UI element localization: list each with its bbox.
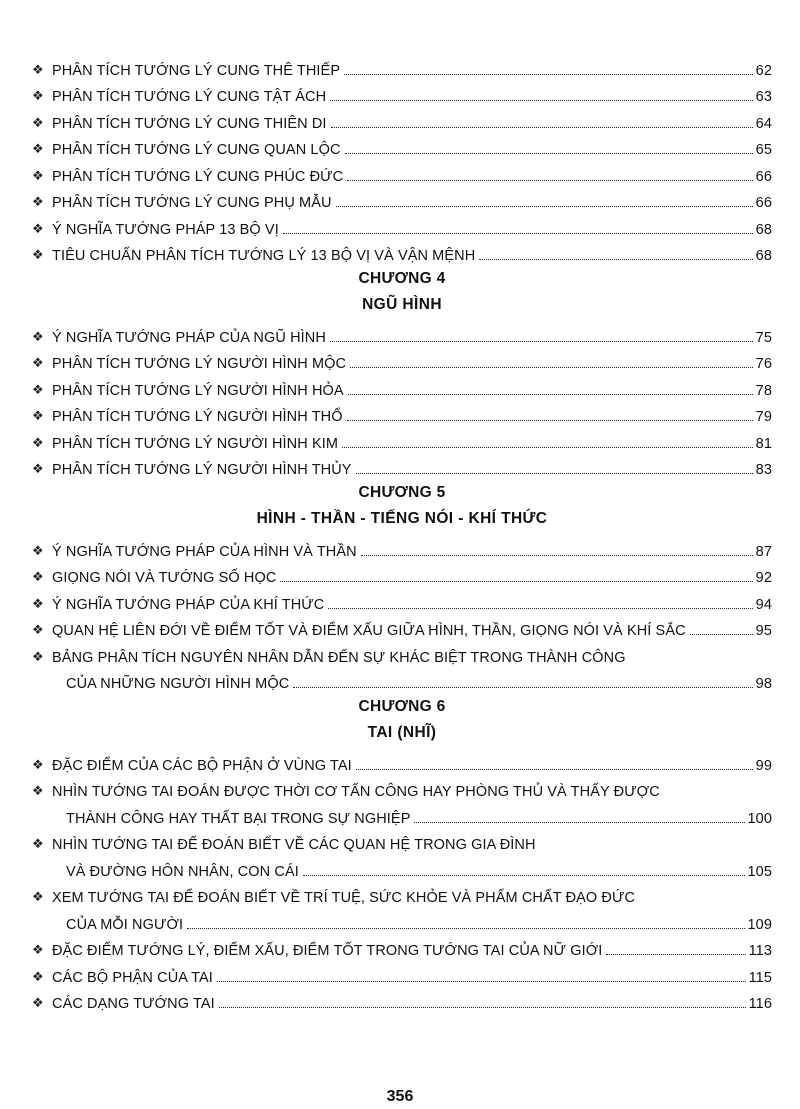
toc-entry-title-continued: CỦA NHỮNG NGƯỜI HÌNH MỘC xyxy=(66,676,290,692)
toc-entry-title: NHÌN TƯỚNG TAI ĐOÁN ĐƯỢC THỜI CƠ TẤN CÔNG HAY PHÒNG THỦ VÀ THẤY ĐƯỢC xyxy=(52,784,660,800)
toc-page-number: 68 xyxy=(755,248,772,264)
dot-leader xyxy=(347,420,753,421)
dot-leader xyxy=(293,687,752,688)
diamond-dots-bullet-icon: ❖ xyxy=(32,61,44,77)
dot-leader xyxy=(303,875,745,876)
chapter-title: HÌNH - THẦN - TIẾNG NÓI - KHÍ THỨC xyxy=(256,510,548,527)
chapter-heading: CHƯƠNG 4 xyxy=(358,270,446,287)
toc-page-number: 62 xyxy=(755,62,772,79)
toc-page-number: 76 xyxy=(755,356,772,372)
toc-entry-title: Ý NGHĨA TƯỚNG PHÁP CỦA NGŨ HÌNH xyxy=(52,329,326,346)
toc-page-number: 79 xyxy=(755,409,772,425)
toc-entry-title: PHÂN TÍCH TƯỚNG LÝ NGƯỜI HÌNH MỘC xyxy=(52,356,347,372)
toc-entry[interactable] xyxy=(32,880,772,907)
toc-entry-title-continued: VÀ ĐƯỜNG HÔN NHÂN, CON CÁI xyxy=(66,863,299,880)
toc-entry-title: ĐẶC ĐIỂM TƯỚNG LÝ, ĐIỂM XẤU, ĐIỂM TỐT TRONG TƯỚNG TAI CỦA NỮ GIỚI xyxy=(52,943,603,959)
dot-leader xyxy=(479,259,752,260)
toc-entry-title: TIÊU CHUẨN PHÂN TÍCH TƯỚNG LÝ 13 BỘ VỊ VÀ VẬN MỆNH xyxy=(52,248,476,264)
toc-entry[interactable] xyxy=(32,959,772,986)
diamond-dots-bullet-icon: ❖ xyxy=(32,889,44,904)
diamond-dots-bullet-icon: ❖ xyxy=(32,942,44,957)
toc-page-number: 66 xyxy=(755,195,772,211)
toc-entry[interactable] xyxy=(32,399,772,426)
toc-entry[interactable] xyxy=(32,158,772,185)
dot-leader xyxy=(328,608,752,609)
dot-leader xyxy=(350,367,753,368)
toc-entry[interactable] xyxy=(32,933,772,960)
toc-entry-title: PHÂN TÍCH TƯỚNG LÝ NGƯỜI HÌNH THỦY xyxy=(52,462,352,478)
toc-entry-title: XEM TƯỚNG TAI ĐỂ ĐOÁN BIẾT VỀ TRÍ TUỆ, SỨC KHỎE VÀ PHẨM CHẤT ĐẠO ĐỨC xyxy=(52,890,636,906)
dot-leader xyxy=(414,822,744,823)
toc-entry-title-continued: THÀNH CÔNG HAY THẤT BẠI TRONG SỰ NGHIỆP xyxy=(66,810,411,827)
toc-entry[interactable] xyxy=(32,613,772,640)
dot-leader xyxy=(330,100,752,101)
toc-entry-continuation[interactable] xyxy=(32,906,772,933)
toc-entry[interactable] xyxy=(32,586,772,613)
dot-leader xyxy=(345,153,753,154)
toc-entry[interactable] xyxy=(32,132,772,159)
toc-page-number: 115 xyxy=(748,969,772,986)
toc-page-number: 87 xyxy=(755,543,772,560)
diamond-dots-bullet-icon: ❖ xyxy=(32,595,44,611)
toc-entry-title-continued: CỦA MỖI NGƯỜI xyxy=(66,916,184,933)
diamond-dots-bullet-icon: ❖ xyxy=(32,995,44,1010)
toc-entry[interactable] xyxy=(32,52,772,79)
diamond-dots-bullet-icon: ❖ xyxy=(32,648,44,664)
toc-page-number: 78 xyxy=(755,382,772,399)
toc-entry-title: PHÂN TÍCH TƯỚNG LÝ CUNG QUAN LỘC xyxy=(52,142,341,158)
diamond-dots-bullet-icon: ❖ xyxy=(32,194,44,209)
page-number: 356 xyxy=(386,1088,414,1105)
table-of-contents xyxy=(32,52,772,1012)
toc-entry[interactable] xyxy=(32,986,772,1013)
toc-entry-title: PHÂN TÍCH TƯỚNG LÝ CUNG PHÚC ĐỨC xyxy=(52,168,344,185)
dot-leader xyxy=(187,928,744,929)
toc-page-number: 92 xyxy=(755,570,772,586)
dot-leader xyxy=(356,769,753,770)
toc-entry[interactable] xyxy=(32,346,772,373)
toc-entry-title: Ý NGHĨA TƯỚNG PHÁP CỦA HÌNH VÀ THẦN xyxy=(52,543,357,560)
toc-entry[interactable] xyxy=(32,560,772,587)
toc-entry[interactable] xyxy=(32,747,772,774)
toc-entry-title: Ý NGHĨA TƯỚNG PHÁP CỦA KHÍ THỨC xyxy=(52,596,325,613)
diamond-dots-bullet-icon: ❖ xyxy=(32,434,44,450)
diamond-dots-bullet-icon: ❖ xyxy=(32,968,44,984)
toc-entry-title: PHÂN TÍCH TƯỚNG LÝ NGƯỜI HÌNH THỔ xyxy=(52,409,343,425)
toc-entry[interactable] xyxy=(32,185,772,212)
dot-leader xyxy=(330,341,753,342)
dot-leader xyxy=(283,233,753,234)
toc-entry-title: QUAN HỆ LIÊN ĐỚI VỀ ĐIỂM TỐT VÀ ĐIỂM XẤU GIỮA HÌNH, THẦN, GIỌNG NÓI VÀ KHÍ SẮC xyxy=(52,623,686,639)
dot-leader xyxy=(331,127,753,128)
dot-leader xyxy=(342,447,753,448)
diamond-dots-bullet-icon: ❖ xyxy=(32,622,44,637)
toc-page-number: 81 xyxy=(755,435,772,452)
dot-leader xyxy=(280,581,752,582)
toc-page-number: 64 xyxy=(755,115,772,132)
toc-entry[interactable] xyxy=(32,533,772,560)
dot-leader xyxy=(356,473,753,474)
toc-page-number: 68 xyxy=(755,221,772,238)
chapter-heading: CHƯƠNG 5 xyxy=(358,484,446,501)
toc-entry[interactable] xyxy=(32,79,772,106)
toc-entry[interactable] xyxy=(32,105,772,132)
toc-entry-title: PHÂN TÍCH TƯỚNG LÝ CUNG TẬT ÁCH xyxy=(52,89,327,105)
chapter-title: TAI (NHĨ) xyxy=(367,724,437,741)
toc-entry[interactable] xyxy=(32,639,772,666)
diamond-dots-bullet-icon: ❖ xyxy=(32,328,44,344)
toc-page-number: 94 xyxy=(755,596,772,613)
diamond-dots-bullet-icon: ❖ xyxy=(32,88,44,103)
toc-entry-title: PHÂN TÍCH TƯỚNG LÝ CUNG PHỤ MẪU xyxy=(52,195,332,211)
toc-entry-title: CÁC BỘ PHẬN CỦA TAI xyxy=(52,969,213,986)
toc-page-number: 75 xyxy=(755,329,772,346)
toc-entry[interactable] xyxy=(32,452,772,479)
toc-page-number: 109 xyxy=(747,916,772,933)
diamond-dots-bullet-icon: ❖ xyxy=(32,836,44,851)
toc-page-number: 99 xyxy=(755,757,772,774)
toc-entry-continuation[interactable] xyxy=(32,853,772,880)
toc-entry[interactable] xyxy=(32,425,772,452)
toc-page-number: 100 xyxy=(747,810,772,827)
toc-page-number: 116 xyxy=(748,996,772,1012)
toc-entry-title: PHÂN TÍCH TƯỚNG LÝ CUNG THIÊN DI xyxy=(52,115,327,132)
toc-entry[interactable] xyxy=(32,211,772,238)
diamond-dots-bullet-icon: ❖ xyxy=(32,569,44,584)
toc-page-number: 83 xyxy=(755,462,772,478)
toc-entry-title: CÁC DẠNG TƯỚNG TAI xyxy=(52,996,215,1012)
dot-leader xyxy=(217,981,746,982)
toc-page-number: 65 xyxy=(755,142,772,158)
toc-entry-title: ĐẶC ĐIỂM CỦA CÁC BỘ PHẬN Ở VÙNG TAI xyxy=(52,757,352,774)
toc-page-number: 105 xyxy=(747,863,772,880)
dot-leader xyxy=(690,634,753,635)
toc-entry-title: BẢNG PHÂN TÍCH NGUYÊN NHÂN DẪN ĐẾN SỰ KHÁC BIỆT TRONG THÀNH CÔNG xyxy=(52,649,626,666)
dot-leader xyxy=(361,555,753,556)
toc-entry-title: PHÂN TÍCH TƯỚNG LÝ NGƯỜI HÌNH KIM xyxy=(52,435,339,452)
diamond-dots-bullet-icon: ❖ xyxy=(32,381,44,397)
toc-entry-continuation[interactable] xyxy=(32,800,772,827)
diamond-dots-bullet-icon: ❖ xyxy=(32,114,44,130)
diamond-dots-bullet-icon: ❖ xyxy=(32,247,44,262)
toc-page-number: 95 xyxy=(755,623,772,639)
toc-entry[interactable] xyxy=(32,774,772,801)
diamond-dots-bullet-icon: ❖ xyxy=(32,220,44,236)
toc-entry[interactable] xyxy=(32,238,772,265)
toc-entry[interactable] xyxy=(32,372,772,399)
diamond-dots-bullet-icon: ❖ xyxy=(32,408,44,423)
toc-entry-title: GIỌNG NÓI VÀ TƯỚNG SỐ HỌC xyxy=(52,570,277,586)
toc-entry[interactable] xyxy=(32,827,772,854)
toc-entry-title: PHÂN TÍCH TƯỚNG LÝ CUNG THÊ THIẾP xyxy=(52,62,341,79)
chapter-title: NGŨ HÌNH xyxy=(362,296,442,313)
toc-page-number: 63 xyxy=(755,89,772,105)
toc-entry-title: NHÌN TƯỚNG TAI ĐỂ ĐOÁN BIẾT VỀ CÁC QUAN HỆ TRONG GIA ĐÌNH xyxy=(52,837,536,853)
chapter-heading: CHƯƠNG 6 xyxy=(358,698,446,715)
toc-page-number: 98 xyxy=(755,676,772,692)
diamond-dots-bullet-icon: ❖ xyxy=(32,756,44,772)
toc-page-number: 113 xyxy=(748,943,772,959)
diamond-dots-bullet-icon: ❖ xyxy=(32,141,44,156)
dot-leader xyxy=(344,74,753,75)
dot-leader xyxy=(336,206,753,207)
dot-leader xyxy=(347,180,752,181)
diamond-dots-bullet-icon: ❖ xyxy=(32,355,44,370)
diamond-dots-bullet-icon: ❖ xyxy=(32,542,44,558)
toc-page-number: 66 xyxy=(755,168,772,185)
toc-entry-title: PHÂN TÍCH TƯỚNG LÝ NGƯỜI HÌNH HỎA xyxy=(52,382,344,399)
dot-leader xyxy=(348,394,753,395)
toc-entry-continuation[interactable] xyxy=(32,666,772,693)
diamond-dots-bullet-icon: ❖ xyxy=(32,167,44,183)
dot-leader xyxy=(606,954,745,955)
dot-leader xyxy=(219,1007,746,1008)
toc-entry[interactable] xyxy=(32,319,772,346)
diamond-dots-bullet-icon: ❖ xyxy=(32,783,44,798)
diamond-dots-bullet-icon: ❖ xyxy=(32,461,44,476)
toc-entry-title: Ý NGHĨA TƯỚNG PHÁP 13 BỘ VỊ xyxy=(52,221,279,238)
